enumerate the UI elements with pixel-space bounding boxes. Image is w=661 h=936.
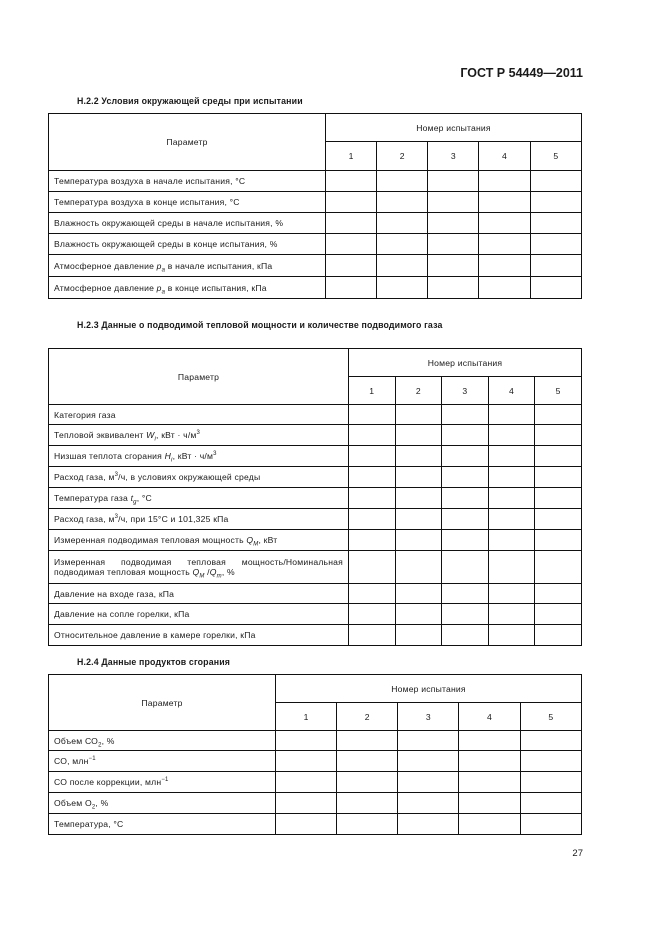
row-label: Тепловой эквивалент $W_i$, кВт · $ч/м^3$ — [49, 425, 349, 446]
param-header: Параметр — [49, 114, 326, 171]
test-number-header: Номер испытания — [349, 349, 582, 377]
row-label: Температура, °С — [49, 814, 276, 835]
test-number: 4 — [488, 377, 535, 405]
table-row — [49, 509, 582, 530]
table-row — [49, 255, 582, 277]
test-number: 3 — [428, 142, 479, 171]
section-title-ambient: Н.2.2 Условия окружающей среды при испытании — [77, 96, 303, 106]
test-number: 5 — [520, 703, 581, 731]
table-row — [49, 625, 582, 646]
row-label: Давление на входе газа, кПа — [49, 584, 349, 604]
test-number: 3 — [398, 703, 459, 731]
row-label: Влажность окружающей среды в начале испытания, % — [49, 213, 326, 234]
test-number: 2 — [377, 142, 428, 171]
table-row — [49, 751, 582, 772]
test-number: 2 — [395, 377, 442, 405]
table-row — [49, 814, 582, 835]
table-row — [49, 446, 582, 467]
row-label: Измеренная подводимая тепловая мощность $Q_M$, кВт — [49, 530, 349, 551]
row-label: Расход газа, $м^3/ч$, в условиях окружающей среды — [49, 467, 349, 488]
table-row — [49, 405, 582, 425]
row-label: Объем $О_2$, % — [49, 793, 276, 814]
row-label: Относительное давление в камере горелки, кПа — [49, 625, 349, 646]
param-header: Параметр — [49, 349, 349, 405]
table-row — [49, 772, 582, 793]
table-row — [49, 213, 582, 234]
table-row — [49, 793, 582, 814]
document-code: ГОСТ Р 54449—2011 — [460, 66, 583, 80]
row-label: Температура воздуха в начале испытания, °С — [49, 171, 326, 192]
table-row — [49, 488, 582, 509]
test-number-header: Номер испытания — [326, 114, 582, 142]
table-row — [49, 277, 582, 299]
row-label: Атмосферное давление $p_a$ в конце испытания, кПа — [49, 277, 326, 299]
test-number: 1 — [276, 703, 337, 731]
row-label: Расход газа, $м^3/ч$, при 15°С и 101,325 кПа — [49, 509, 349, 530]
row-label: СО, млн$^{-1}$ — [49, 751, 276, 772]
table-row — [49, 171, 582, 192]
row-label: Категория газа — [49, 405, 349, 425]
table-row — [49, 584, 582, 604]
test-number: 5 — [530, 142, 581, 171]
test-number: 4 — [479, 142, 530, 171]
test-number: 5 — [535, 377, 582, 405]
param-header: Параметр — [49, 675, 276, 731]
row-label: Объем $СО_2$, % — [49, 731, 276, 751]
table-ambient-conditions — [48, 113, 582, 299]
row-label: Давление на сопле горелки, кПа — [49, 604, 349, 625]
test-number: 2 — [337, 703, 398, 731]
table-row — [49, 192, 582, 213]
test-number-header: Номер испытания — [276, 675, 582, 703]
row-label: Температура газа $t_g$, °С — [49, 488, 349, 509]
test-number: 3 — [442, 377, 489, 405]
table-row — [49, 425, 582, 446]
test-number: 1 — [326, 142, 377, 171]
section-title-gas-input: Н.2.3 Данные о подводимой тепловой мощности и количестве подводимого газа — [77, 320, 443, 330]
section-title-combustion: Н.2.4 Данные продуктов сгорания — [77, 657, 231, 667]
table-row — [49, 731, 582, 751]
table-row — [49, 234, 582, 255]
test-number: 1 — [349, 377, 396, 405]
row-label: Влажность окружающей среды в конце испытания, % — [49, 234, 326, 255]
table-gas-input — [48, 348, 582, 646]
row-label: Измеренная подводимая тепловая мощность/Номинальная подводимая тепловая мощность $Q_M$ $/Q_m$, % — [49, 551, 349, 584]
row-label: Температура воздуха в конце испытания, °С — [49, 192, 326, 213]
table-row — [49, 467, 582, 488]
row-label: Низшая теплота сгорания $H_i$, кВт · $ч/м^3$ — [49, 446, 349, 467]
table-combustion-products — [48, 674, 582, 835]
row-label: Атмосферное давление $p_a$ в начале испытания, кПа — [49, 255, 326, 277]
table-row — [49, 530, 582, 551]
table-row — [49, 551, 582, 584]
page-number: 27 — [572, 848, 583, 859]
test-number: 4 — [459, 703, 520, 731]
table-row — [49, 604, 582, 625]
row-label: СО после коррекции, млн$^{-1}$ — [49, 772, 276, 793]
